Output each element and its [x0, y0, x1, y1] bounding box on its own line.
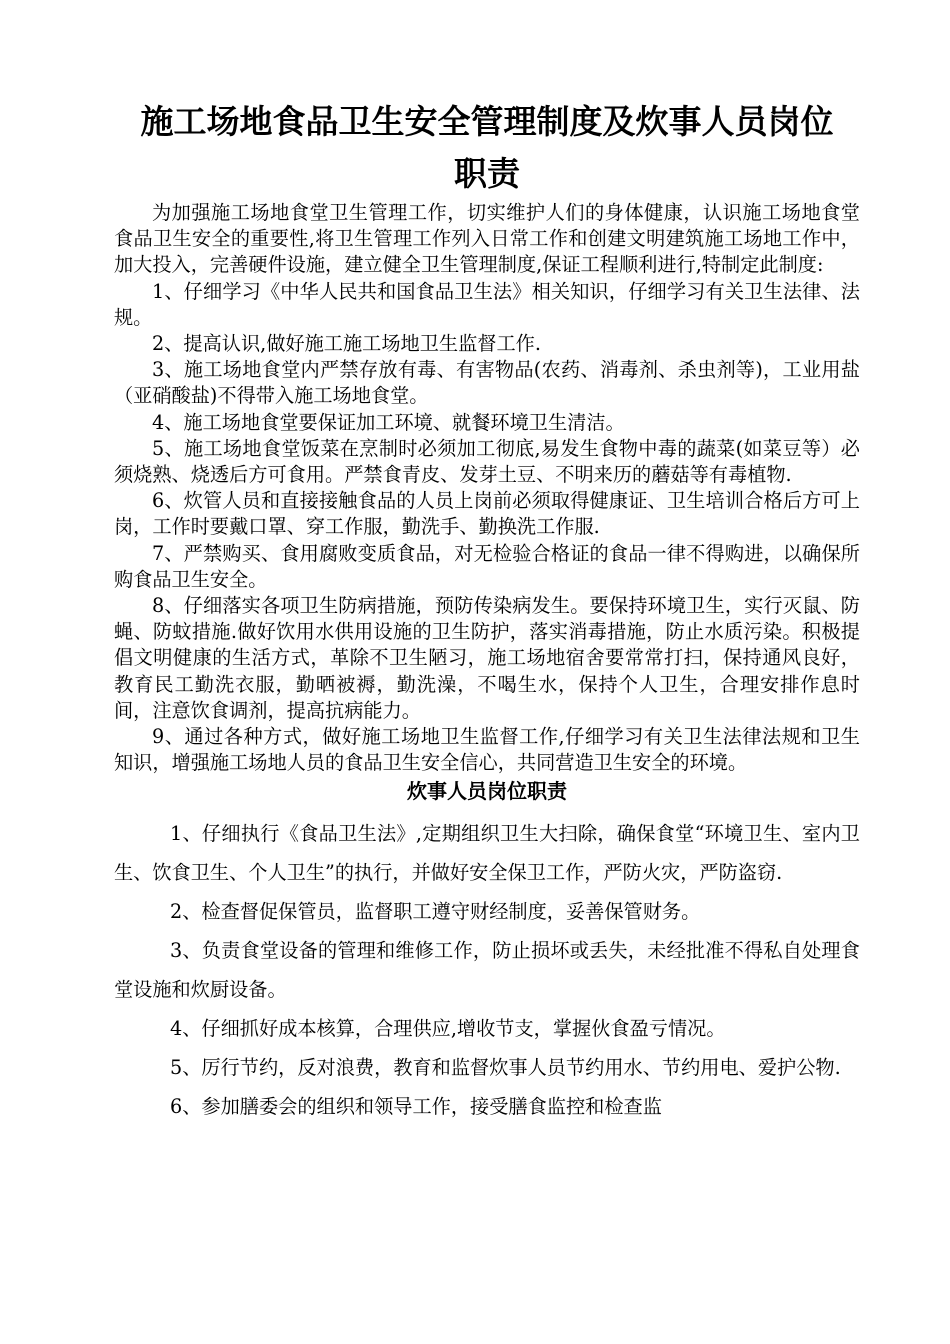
duty-item: 1、仔细执行《食品卫生法》,定期组织卫生大扫除，确保食堂“环境卫生、室内卫生、饮食卫生、个人卫生”的执行，并做好安全保卫工作，严防火灾，严防盗窃. [114, 822, 860, 885]
rule-item: 3、施工场地食堂内严禁存放有毒、有害物品(农药、消毒剂、杀虫剂等)，工业用盐（亚硝酸盐)不得带入施工场地食堂。 [114, 358, 860, 408]
duties-heading: 炊事人员岗位职责 [407, 779, 567, 804]
rule-item: 6、炊管人员和直接接触食品的人员上岗前必须取得健康证、卫生培训合格后方可上岗，工作时要戴口罩、穿工作服，勤洗手、勤换洗工作服. [114, 489, 860, 539]
intro-paragraph: 为加强施工场地食堂卫生管理工作，切实维护人们的身体健康，认识施工场地食堂食品卫生安全的重要性,将卫生管理工作列入日常工作和创建文明建筑施工场地工作中，加大投入，完善硬件设施，建立健全卫生管理制度,保证工程顺利进行,特制定此制度: [114, 201, 860, 277]
duty-item: 6、参加膳委会的组织和领导工作，接受膳食监控和检查监 [170, 1095, 662, 1119]
rule-item: 4、施工场地食堂要保证加工环境、就餐环境卫生清洁。 [152, 410, 625, 434]
rule-item: 7、严禁购买、食用腐败变质食品，对无检验合格证的食品一律不得购进，以确保所购食品卫生安全。 [114, 541, 860, 591]
duty-item: 3、负责食堂设备的管理和维修工作，防止损坏或丢失，未经批准不得私自处理食堂设施和炊厨设备。 [114, 939, 860, 1002]
rule-item: 8、仔细落实各项卫生防病措施，预防传染病发生。要保持环境卫生，实行灭鼠、防蝇、防蚊措施.做好饮用水供用设施的卫生防护，落实消毒措施，防止水质污染。积极提倡文明健康的生活方式，革除不卫生陋习，施工场地宿舍要常常打扫，保持通风良好，教育民工勤洗衣服，勤晒被褥，勤洗澡，不喝生水，保持个人卫生，合理安排作息时间，注意饮食调剂，提高抗病能力。 [114, 594, 860, 722]
rule-item: 1、仔细学习《中华人民共和国食品卫生法》相关知识，仔细学习有关卫生法律、法规。 [114, 279, 860, 329]
rule-item: 9、通过各种方式，做好施工场地卫生监督工作,仔细学习有关卫生法律法规和卫生知识，增强施工场地人员的食品卫生安全信心，共同营造卫生安全的环境。 [114, 725, 860, 775]
title-line-1: 施工场地食品卫生安全管理制度及炊事人员岗位 [140, 102, 834, 141]
duty-item: 4、仔细抓好成本核算，合理供应,增收节支，掌握伙食盈亏情况。 [170, 1017, 726, 1041]
duty-item: 2、检查督促保管员，监督职工遵守财经制度，妥善保管财务。 [170, 900, 701, 924]
rule-item: 5、施工场地食堂饭菜在烹制时必须加工彻底,易发生食物中毒的蔬菜(如菜豆等）必须烧熟、烧透后方可食用。严禁食青皮、发芽土豆、不明来历的蘑菇等有毒植物. [114, 436, 860, 487]
document-title [114, 96, 860, 200]
title-line-2: 职责 [454, 154, 520, 193]
document-page [114, 96, 860, 1126]
duty-item: 5、厉行节约，反对浪费，教育和监督炊事人员节约用水、节约用电、爱护公物. [170, 1056, 841, 1080]
rule-item: 2、提高认识,做好施工施工场地卫生监督工作. [152, 332, 541, 356]
